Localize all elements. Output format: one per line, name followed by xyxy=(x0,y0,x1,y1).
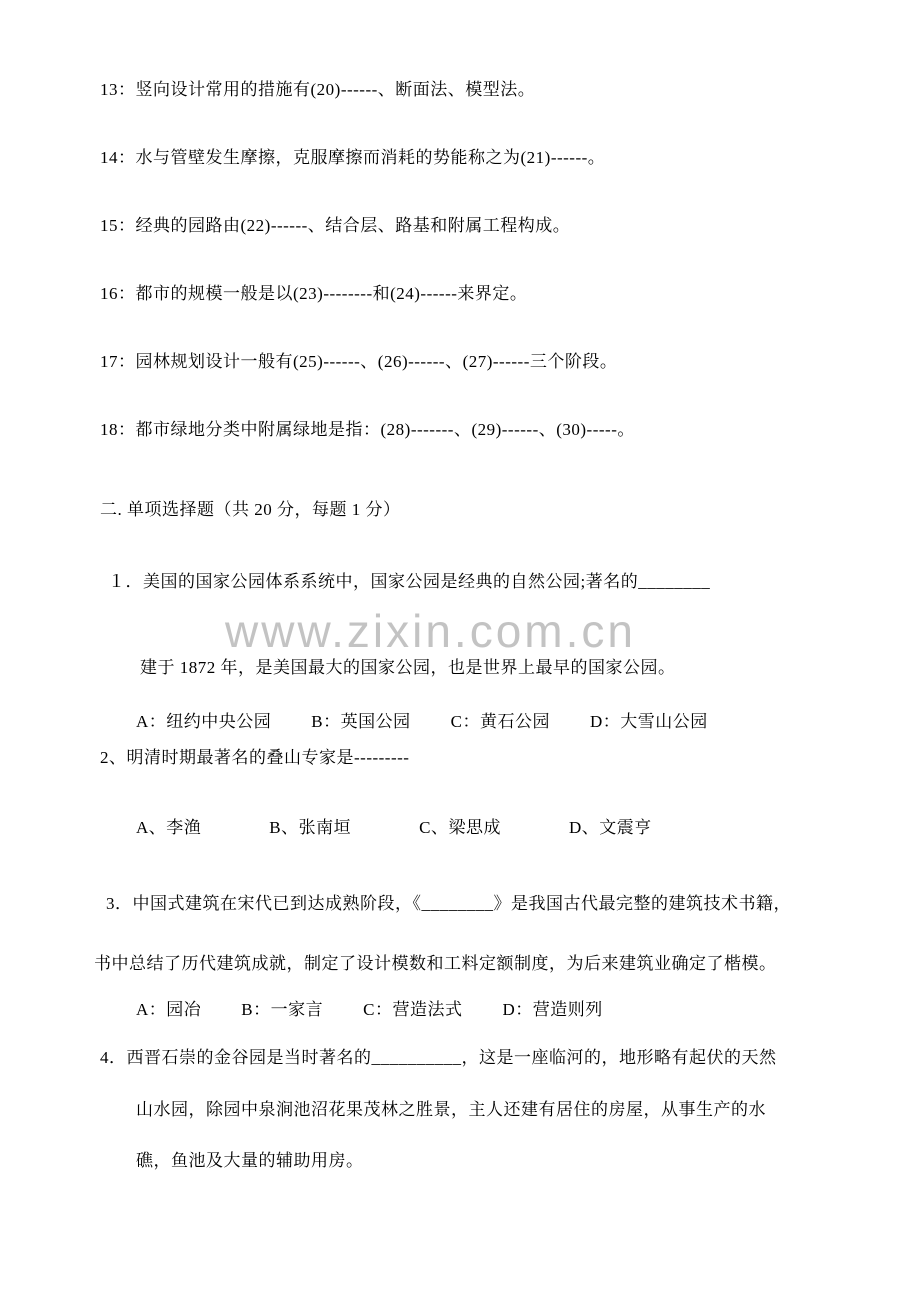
fill-blank-question-15: 15：经典的园路由(22)------、结合层、路基和附属工程构成。 xyxy=(100,216,571,235)
q3-text-line1: 3．中国式建筑在宋代已到达成熟阶段，《________》是我国古代最完整的建筑技术书籍， xyxy=(106,894,791,913)
q2-text-line1: 2、明清时期最著名的叠山专家是--------- xyxy=(100,748,410,767)
fill-blank-question-18: 18：都市绿地分类中附属绿地是指：(28)-------、(29)------、(30)-----。 xyxy=(100,420,635,439)
q4-text-line3: 礁，鱼池及大量的辅助用房。 xyxy=(136,1151,364,1170)
fill-blank-question-17: 17：园林规划设计一般有(25)------、(26)------、(27)------三个阶段。 xyxy=(100,352,618,371)
q2-option-b: B、张南垣 xyxy=(269,818,352,837)
q3-text-line2: 书中总结了历代建筑成就，制定了设计模数和工料定额制度，为后来建筑业确定了楷模。 xyxy=(94,954,777,973)
q1-option-b: B：英国公园 xyxy=(311,712,411,731)
q2-option-c: C、梁思成 xyxy=(419,818,501,837)
q1-option-a: A：纽约中央公园 xyxy=(136,712,272,731)
q4-text-line1: 4．西晋石崇的金谷园是当时著名的__________，这是一座临河的，地形略有起伏的天然 xyxy=(100,1048,777,1067)
section2-title: 二. 单项选择题（共 20 分，每题 1 分） xyxy=(100,500,401,519)
fill-blank-question-14: 14：水与管壁发生摩擦，克服摩擦而消耗的势能称之为(21)------。 xyxy=(100,148,606,167)
q3-option-b: B：一家言 xyxy=(241,1000,324,1019)
q1-text-line2: 建于 1872 年，是美国最大的国家公园，也是世界上最早的国家公园。 xyxy=(140,658,676,677)
q2-options xyxy=(136,816,828,840)
fill-blank-question-13: 13：竖向设计常用的措施有(20)------、断面法、模型法。 xyxy=(100,80,536,99)
q3-option-a: A：园冶 xyxy=(136,1000,202,1019)
q2-option-a: A、李渔 xyxy=(136,818,202,837)
q3-option-c: C：营造法式 xyxy=(363,1000,463,1019)
q3-options xyxy=(136,998,828,1022)
watermark: www.zixin.com.cn xyxy=(225,605,636,657)
q1-option-d: D：大雪山公园 xyxy=(589,712,708,731)
q4-text-line2: 山水园，除园中泉涧池沼花果茂林之胜景，主人还建有居住的房屋，从事生产的水 xyxy=(136,1100,766,1119)
q1-text-line1: １．美国的国家公园体系系统中，国家公园是经典的自然公园;著名的________ xyxy=(108,572,711,591)
q2-option-d: D、文震亨 xyxy=(568,818,652,837)
q3-option-d: D：营造则列 xyxy=(502,1000,603,1019)
q1-option-c: C：黄石公园 xyxy=(450,712,550,731)
fill-blank-question-16: 16：都市的规模一般是以(23)--------和(24)------来界定。 xyxy=(100,284,528,303)
q1-options xyxy=(136,710,828,734)
